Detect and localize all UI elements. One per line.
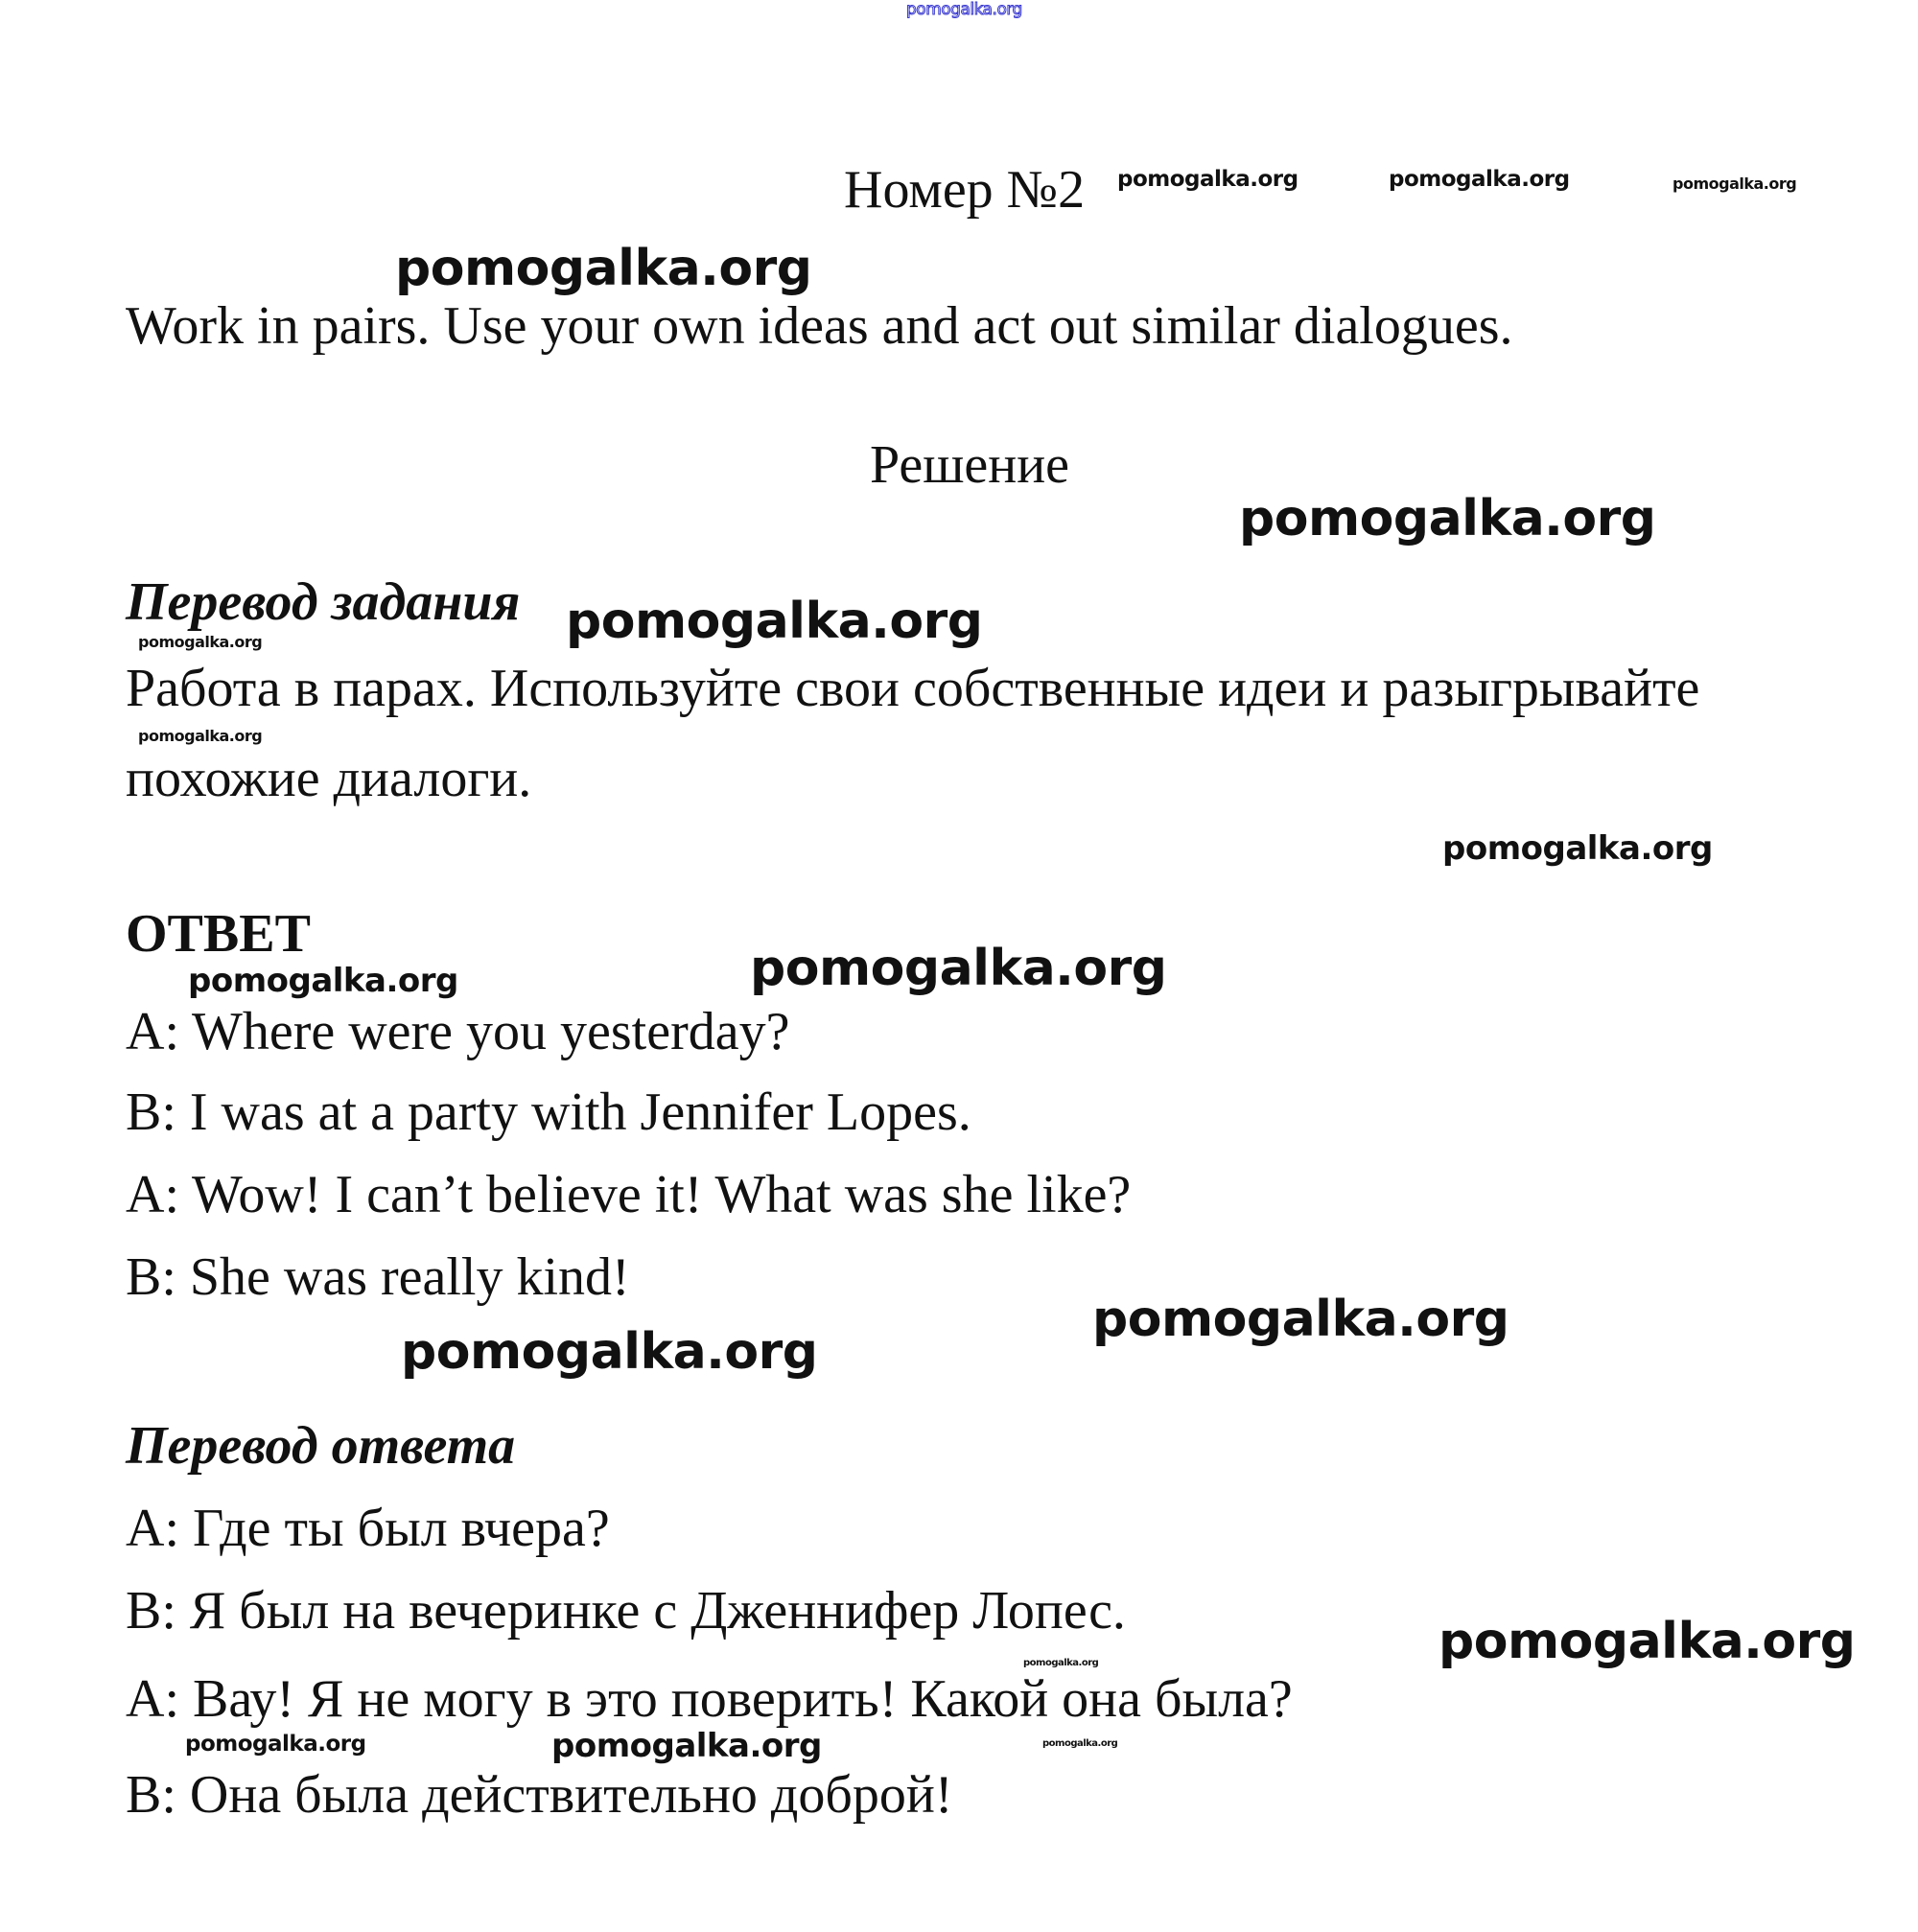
watermark: pomogalka.org [1672,175,1797,193]
watermark: pomogalka.org [906,0,1022,19]
watermark: pomogalka.org [138,727,263,745]
task-translation-line: похожие диалоги. [126,749,532,808]
watermark: pomogalka.org [1389,167,1570,192]
task-translation-line: Работа в парах. Используйте свои собственные идеи и разыгрывайте [126,659,1700,718]
watermark: pomogalka.org [395,240,812,297]
answer-translation-line: A: Вау! Я не могу в это поверить! Какой она была? [126,1669,1293,1729]
answer-line: A: Wow! I can’t believe it! What was she like? [126,1165,1132,1224]
watermark: pomogalka.org [185,1732,366,1757]
answer-line: B: I was at a party with Jennifer Lopes. [126,1082,971,1142]
watermark: pomogalka.org [1239,490,1656,547]
task-text: Work in pairs. Use your own ideas and act out similar dialogues. [126,296,1513,356]
watermark: pomogalka.org [1092,1291,1509,1348]
watermark: pomogalka.org [401,1323,818,1381]
answer-translation-line: B: Я был на вечеринке с Дженнифер Лопес. [126,1581,1126,1641]
task-translation-heading: Перевод задания [126,572,521,632]
watermark: pomogalka.org [1442,829,1713,868]
watermark: pomogalka.org [188,962,458,1000]
watermark: pomogalka.org [1438,1613,1856,1670]
watermark: pomogalka.org [750,940,1167,997]
answer-translation-line: A: Где ты был вчера? [126,1499,610,1558]
watermark: pomogalka.org [566,593,983,650]
watermark: pomogalka.org [551,1727,822,1765]
watermark: pomogalka.org [138,633,263,651]
answer-translation-heading: Перевод ответа [126,1416,516,1476]
answer-heading: ОТВЕТ [126,904,311,964]
answer-line: A: Where were you yesterday? [126,1002,790,1061]
watermark: pomogalka.org [1042,1738,1118,1749]
watermark: pomogalka.org [1117,167,1298,192]
solution-heading: Решение [870,435,1070,495]
page-title: Номер №2 [844,160,1086,220]
answer-line: B: She was really kind! [126,1247,630,1307]
watermark: pomogalka.org [1023,1658,1099,1668]
answer-translation-line: B: Она была действительно доброй! [126,1765,953,1825]
